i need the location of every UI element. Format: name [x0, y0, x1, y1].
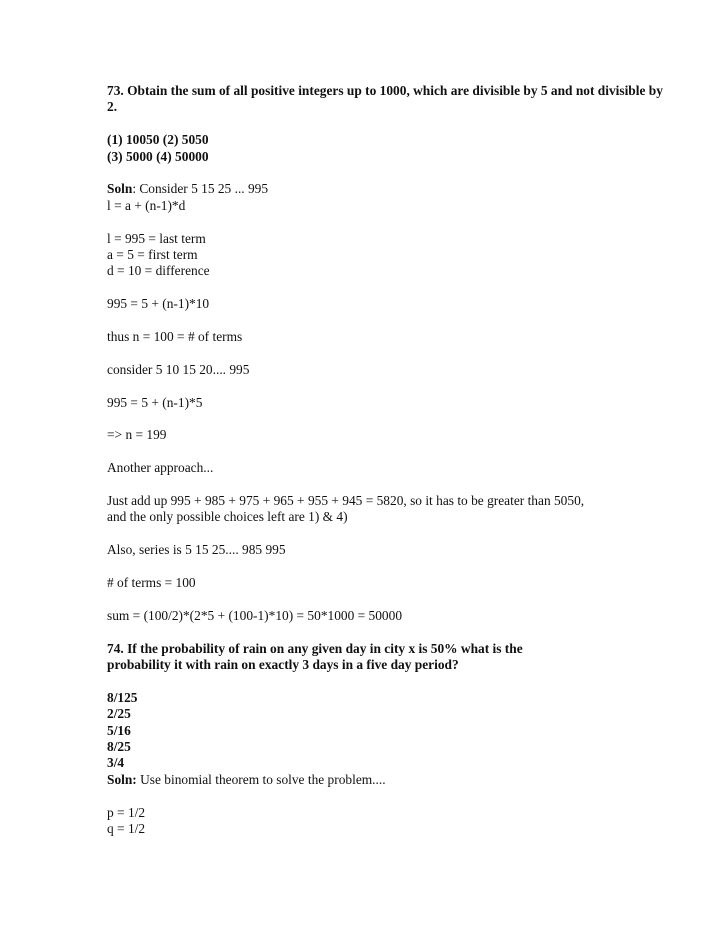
q73-sum-line: sum = (100/2)*(2*5 + (100-1)*10) = 50*1000 = 50000: [107, 607, 403, 623]
q73-equation-2: 995 = 5 + (n-1)*5: [107, 394, 203, 410]
q73-approach-line-1: Just add up 995 + 985 + 975 + 965 + 955 + 945 = 5820, so it has to be greater than 5050,: [107, 493, 585, 508]
q73-options-2: (3) 5000 (4) 50000: [107, 148, 209, 164]
question-74-line-1: 74. If the probability of rain on any given day in city x is 50% what is the: [107, 640, 523, 656]
q73-solution-line: [107, 181, 667, 197]
q73-def-difference: d = 10 = difference: [107, 263, 210, 279]
q73-consider-line: consider 5 10 15 20.... 995: [107, 361, 250, 377]
q73-terms-line: # of terms = 100: [107, 575, 196, 590]
q74-option-5: 3/4: [107, 755, 125, 771]
document-content: [107, 83, 667, 837]
q74-option-1: 8/125: [107, 689, 138, 705]
q73-another-approach: Another approach...: [107, 460, 214, 476]
q73-formula: l = a + (n-1)*d: [107, 197, 186, 213]
q73-options-1: (1) 10050 (2) 5050: [107, 132, 209, 148]
q74-p-line: p = 1/2: [107, 804, 146, 820]
q73-equation-1: 995 = 5 + (n-1)*10: [107, 296, 210, 312]
q73-def-last-term: l = 995 = last term: [107, 230, 206, 246]
q73-result-1: thus n = 100 = # of terms: [107, 329, 243, 345]
q74-option-3: 5/16: [107, 722, 131, 738]
q74-soln-text: Use binomial theorem to solve the problem....: [136, 771, 386, 787]
q73-result-2: => n = 199: [107, 427, 167, 443]
soln-label: Soln: [107, 181, 133, 197]
q74-q-line: q = 1/2: [107, 821, 146, 837]
q74-option-4: 8/25: [107, 739, 131, 755]
q74-soln-label: Soln:: [107, 771, 137, 787]
question-73: 73. Obtain the sum of all positive integers up to 1000, which are divisible by 5 and not divisible by 2.: [107, 83, 663, 115]
q73-approach-line-2: and the only possible choices left are 1) & 4): [107, 509, 348, 525]
q73-def-first-term: a = 5 = first term: [107, 247, 198, 263]
q73-series-line: Also, series is 5 15 25.... 985 995: [107, 542, 286, 558]
q74-solution-line: [107, 772, 667, 788]
question-74-line-2: probability it with rain on exactly 3 days in a five day period?: [107, 657, 459, 672]
soln-text: : Consider 5 15 25 ... 995: [132, 181, 269, 197]
q74-option-2: 2/25: [107, 706, 131, 722]
